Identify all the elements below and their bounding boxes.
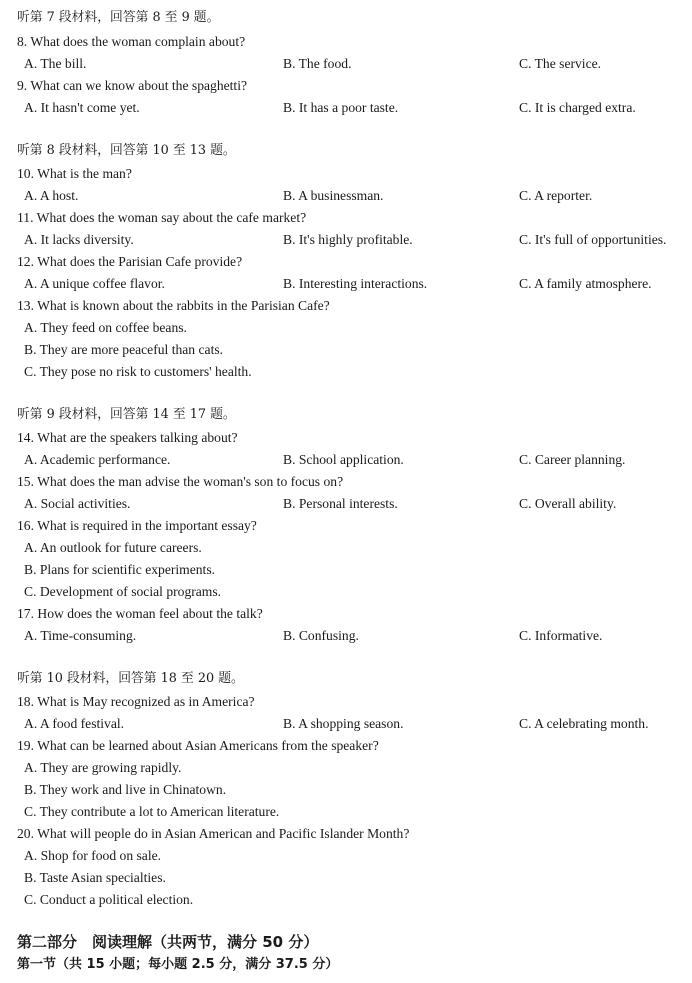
option-a: A. A host. [24,188,79,203]
option-a: A. Social activities. [24,496,131,511]
option-b: B. Plans for scientific experiments. [24,562,216,577]
option-b: B. A shopping season. [283,716,404,731]
option-c: C. They pose no risk to customers' health. [24,364,252,379]
option-c: C. The service. [519,56,602,71]
option-b: B. They work and live in Chinatown. [24,782,227,797]
option-c: C. It's full of opportunities. [519,232,667,247]
option-a: A. They feed on coffee beans. [24,320,187,335]
option-c: C. Career planning. [519,452,626,467]
question: 14. What are the speakers talking about? [17,430,238,445]
option-a: A. The bill. [24,56,87,71]
option-b: B. Confusing. [283,628,359,643]
option-b: B. Interesting interactions. [283,276,428,291]
option-a: A. It lacks diversity. [24,232,134,247]
option-c: C. Overall ability. [519,496,617,511]
option-a: A. A food festival. [24,716,125,731]
option-a: A. Academic performance. [24,452,171,467]
option-b: B. School application. [283,452,404,467]
option-b: B. It's highly profitable. [283,232,413,247]
section-heading: 听第 7 段材料，回答第 8 至 9 题。 [17,10,220,25]
option-c: C. A celebrating month. [519,716,649,731]
option-c: C. Conduct a political election. [24,892,194,907]
option-c: C. Informative. [519,628,603,643]
option-a: A. Time-consuming. [24,628,137,643]
section-heading: 听第 8 段材料，回答第 10 至 13 题。 [17,143,236,158]
option-c: C. Development of social programs. [24,584,222,599]
option-c: C. A reporter. [519,188,593,203]
option-b: B. Personal interests. [283,496,398,511]
question: 11. What does the woman say about the cafe market? [17,210,307,225]
question: 16. What is required in the important essay? [17,518,257,533]
option-a: A. They are growing rapidly. [24,760,182,775]
option-b: B. A businessman. [283,188,384,203]
question: 15. What does the man advise the woman's son to focus on? [17,474,344,489]
option-b: B. Taste Asian specialties. [24,870,166,885]
section-heading: 听第 10 段材料，回答第 18 至 20 题。 [17,671,244,686]
option-c: C. A family atmosphere. [519,276,652,291]
option-a: A. It hasn't come yet. [24,100,140,115]
section-heading: 听第 9 段材料，回答第 14 至 17 题。 [17,407,236,422]
question: 17. How does the woman feel about the talk? [17,606,263,621]
option-c: C. They contribute a lot to American literature. [24,804,280,819]
option-a: A. An outlook for future careers. [24,540,202,555]
question: 13. What is known about the rabbits in the Parisian Cafe? [17,298,330,313]
option-b: B. The food. [283,56,352,71]
option-b: B. It has a poor taste. [283,100,399,115]
question: 9. What can we know about the spaghetti? [17,78,248,93]
option-c: C. It is charged extra. [519,100,636,115]
question: 12. What does the Parisian Cafe provide? [17,254,243,269]
question: 18. What is May recognized as in America? [17,694,255,709]
option-a: A. Shop for food on sale. [24,848,162,863]
question: 19. What can be learned about Asian Americans from the speaker? [17,738,379,753]
option-b: B. They are more peaceful than cats. [24,342,224,357]
question: 8. What does the woman complain about? [17,34,246,49]
subsection-title: 第一节（共 15 小题；每小题 2.5 分，满分 37.5 分） [17,957,339,972]
question: 20. What will people do in Asian American and Pacific Islander Month? [17,826,410,841]
part-title: 第二部分 阅读理解（共两节，满分 50 分） [17,933,319,951]
option-a: A. A unique coffee flavor. [24,276,165,291]
question: 10. What is the man? [17,166,132,181]
